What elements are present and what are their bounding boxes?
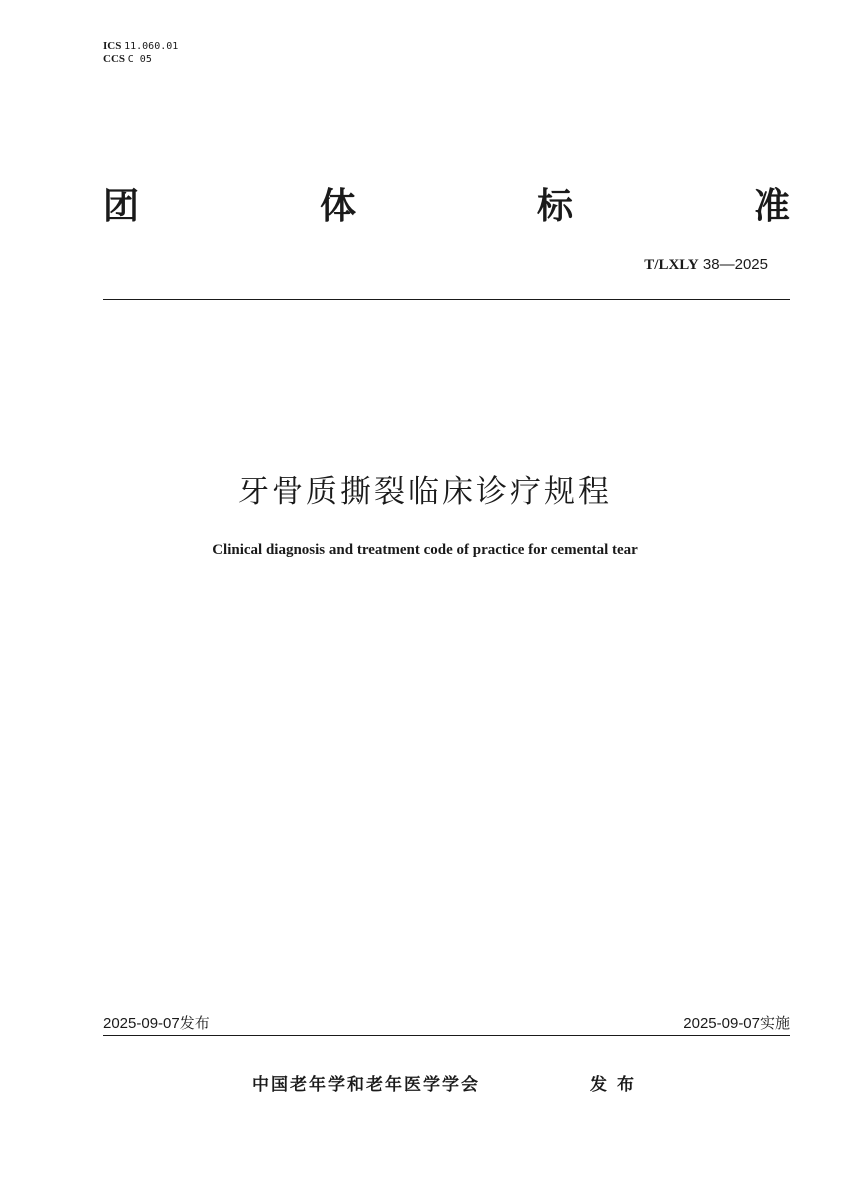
publisher-name: 中国老年学和老年医学学会 [252,1075,480,1095]
standard-year: 38—2025 [698,256,768,273]
chinese-title: 牙骨质撕裂临床诊疗规程 [238,474,612,510]
standard-code: T/LXLY [644,257,699,273]
publish-date: 2025-09-07发布 [103,1015,210,1032]
document-type-heading [103,178,790,228]
ccs-line [103,53,178,66]
doc-type-char-1: 团 [103,185,140,227]
ics-line [103,40,178,53]
ics-label: ICS [103,40,122,52]
publish-label: 发布 [590,1075,644,1095]
implement-date: 2025-09-07实施 [683,1015,790,1032]
ccs-value: C 05 [127,54,152,65]
footer-divider [103,1035,790,1036]
english-title: Clinical diagnosis and treatment code of practice for cemental tear [212,542,638,558]
doc-type-char-3: 标 [536,185,573,227]
ics-value: 11.060.01 [124,41,179,52]
ccs-label: CCS [103,53,126,65]
header-divider [103,299,790,300]
doc-type-char-4: 准 [753,185,790,227]
classification-codes [103,40,178,66]
standard-number [644,256,768,274]
doc-type-char-2: 体 [319,185,356,227]
